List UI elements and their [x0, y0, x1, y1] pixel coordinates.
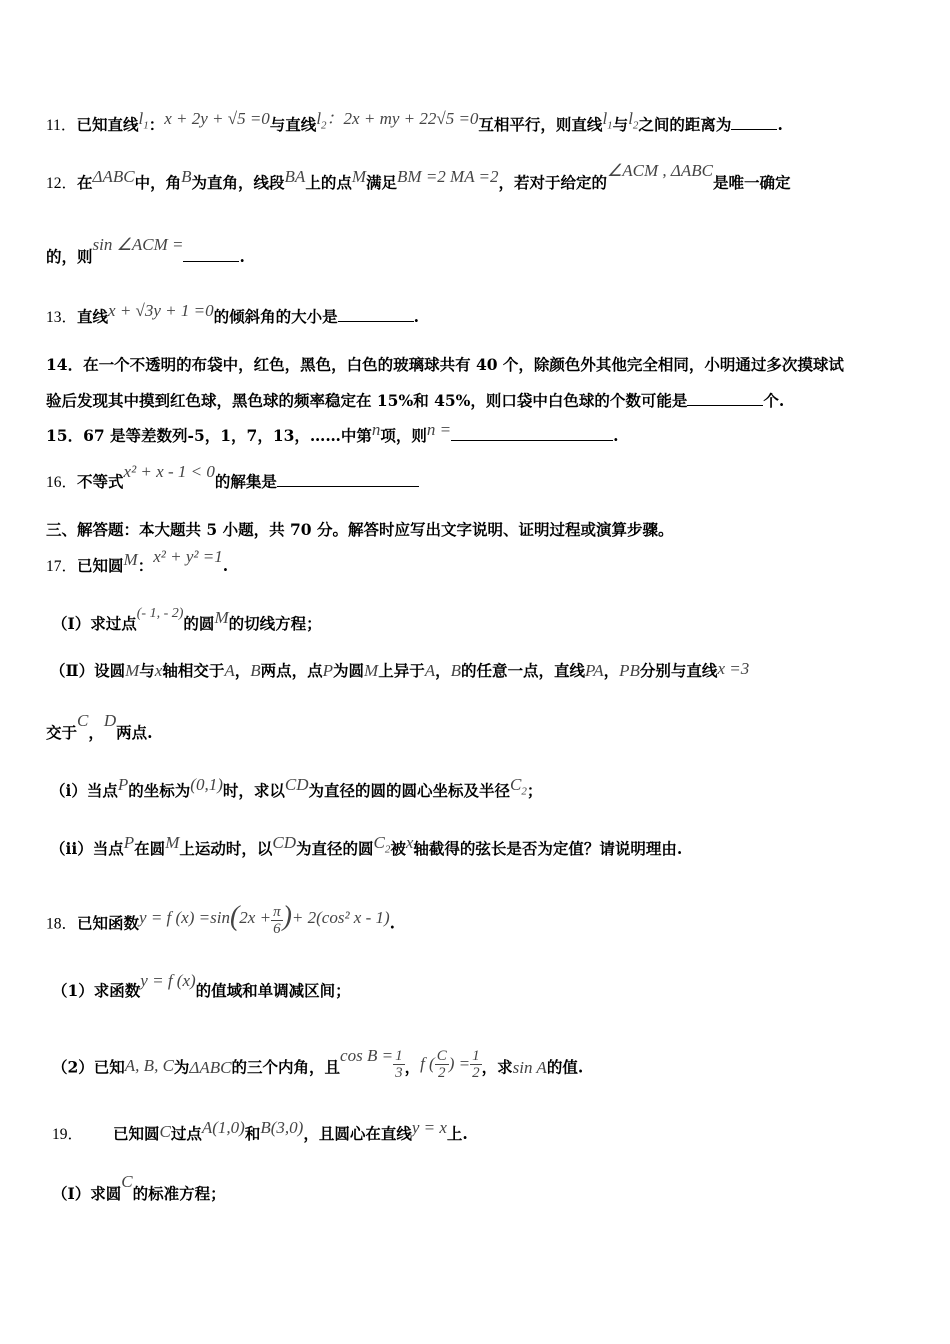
q16-number: 16．: [46, 474, 78, 491]
q18-frac-3-den: 2: [472, 1065, 480, 1081]
q18-end: .: [389, 913, 396, 933]
q11-l1-sub: 1: [143, 119, 149, 132]
q17-pii-text-3: 为直径的圆: [296, 839, 374, 858]
q12-triangle: ΔABC: [92, 167, 135, 186]
q13-answer-blank[interactable]: [338, 307, 414, 322]
q12-text-3: 为直角，线段: [191, 173, 285, 192]
q14-text: 验后发现其中摸到红色球，黑色球的频率稳定在 15%和 45%，则口袋中白色球的个数可能是: [46, 391, 688, 410]
q18-frac-2-num: C: [436, 1048, 447, 1064]
q17-pi-text-1: 的坐标为: [128, 781, 191, 800]
q11-colon: ：: [148, 115, 165, 134]
q11-text-4: 与: [612, 115, 629, 134]
q11-l2-sub: 2: [321, 119, 327, 132]
question-19: [52, 1118, 468, 1146]
q18-part-1: [52, 971, 351, 1002]
q12-text-5: 满足: [366, 173, 398, 192]
q18-one-half: [470, 1048, 482, 1081]
q17-pii-p: P: [123, 833, 135, 852]
q12-text-6: ，若对于给定的: [498, 173, 608, 192]
q12-point-m: M: [351, 167, 367, 186]
q17-pi-cd: CD: [284, 775, 309, 794]
q17-p2-p: P: [322, 661, 334, 680]
q17-p2-text-7: 分别与直线: [639, 661, 718, 680]
q16-answer-blank[interactable]: [277, 472, 419, 487]
q11-text-2: 与直线: [269, 115, 317, 134]
q11-l1-symbol: [138, 108, 148, 136]
q17-pii-c2-sub: 2: [384, 843, 391, 856]
q18-func: y = f (x) =sin: [139, 907, 230, 927]
q18-pi: π: [273, 904, 281, 920]
q11-eq1: x + 2y + √5 =0: [164, 109, 270, 128]
question-13: [46, 301, 420, 329]
q19-text-4: ，且圆心在直线: [303, 1124, 412, 1143]
q11-eq2: ：2x + my + 22√5 =0: [326, 109, 479, 128]
q17-pii-text-2: 上运动时，以: [179, 839, 273, 858]
q17-pii-cd: CD: [272, 833, 296, 852]
q17-pii-x: x: [405, 833, 414, 852]
q17-p2-comma-1: ，: [234, 661, 251, 680]
q12-segment-ba: BA: [284, 167, 306, 186]
q17-pi-text-3: 为直径的圆的圆心坐标及半径: [308, 781, 511, 800]
q17-part-1: [52, 606, 322, 637]
q17-part-i: [50, 775, 543, 808]
q17-p2-label: （Ⅱ）设圆: [50, 661, 126, 680]
q18-p1-func: y = f (x): [140, 971, 196, 990]
q19-point-b: B(3,0): [260, 1118, 304, 1137]
q11-text-1: 已知直线: [76, 115, 139, 134]
q18-paren-inner: 2x +: [239, 907, 272, 927]
q17-p2-c: C: [77, 711, 89, 730]
q17-number: 17．: [46, 558, 78, 575]
q11-l2-letter-b: l: [628, 109, 633, 128]
q19-point-a: A(1,0): [201, 1118, 245, 1137]
q19-p1-text: 的标准方程；: [132, 1184, 226, 1203]
q18-fc: f (: [420, 1053, 435, 1073]
q17-p2-a-2: A: [424, 661, 436, 680]
q17-pi-label: （ⅰ）当点: [50, 781, 118, 800]
question-12-cont: [46, 235, 245, 268]
q18-p2-text-4: 的值.: [546, 1057, 584, 1077]
q18-p1-text: 的值域和单调减区间；: [195, 981, 351, 1000]
q17-p2-text-6: 的任意一点，直线: [461, 661, 586, 680]
q15-text-1: 15．67 是等差数列-5，1，7，13，……中第: [46, 426, 372, 445]
q11-text-3: 互相平行，则直线: [478, 115, 603, 134]
q11-l1-letter: l: [138, 109, 144, 128]
q18-p2-text-3: ，求: [481, 1057, 513, 1077]
q18-pi-over-6: [271, 904, 283, 937]
q16-inequality: x² + x - 1 < 0: [123, 462, 215, 481]
q17-p1-m: M: [214, 608, 229, 627]
question-15: [46, 420, 619, 447]
q17-p2-comma-4: ，: [88, 723, 104, 742]
q18-c-over-2: [435, 1048, 449, 1081]
q17-p2-b: B: [250, 661, 261, 680]
q11-l2-sub-b: 2: [632, 119, 639, 132]
q12-condition: BM =2 MA =2: [397, 167, 499, 186]
q17-p2-x: x: [154, 661, 163, 680]
q19-text-5: 上.: [446, 1124, 468, 1143]
q19-c: C: [159, 1122, 171, 1141]
q17-p1-text-2: 的圆: [183, 614, 215, 633]
q17-part-ii: [50, 833, 683, 866]
q19-part-1: [52, 1172, 226, 1205]
q18-paren-right: ): [282, 900, 292, 932]
q11-l2-symbol-b: [628, 108, 638, 136]
q17-p2-m-2: M: [364, 661, 379, 680]
q17-p2-text-2: 轴相交于: [162, 661, 225, 680]
q15-end: .: [613, 426, 619, 445]
q17-pii-m: M: [165, 833, 180, 852]
q17-pi-c2-sub: 2: [521, 785, 527, 798]
q17-pii-c2-letter: C: [373, 833, 385, 852]
q17-pi-p: P: [117, 775, 129, 794]
q18-frac-1-den: 3: [395, 1065, 403, 1081]
q11-end: .: [777, 115, 783, 134]
question-12: [46, 161, 791, 195]
question-11: [46, 109, 783, 142]
question-14-line-2: [46, 390, 784, 412]
q17-colon: ：: [137, 556, 154, 575]
q18-one-third: [393, 1048, 405, 1081]
q12-sin-acm: sin ∠ACM =: [92, 235, 184, 254]
q12-text-8: 的，则: [46, 247, 93, 266]
q18-part-2: [52, 1045, 584, 1085]
q15-text-2: 项，则: [380, 426, 427, 445]
q17-pii-text-5: 轴截得的弦长是否为定值？请说明理由.: [413, 839, 683, 858]
q19-line: y = x: [411, 1118, 447, 1137]
q17-equation: x² + y² =1: [153, 547, 223, 566]
q18-fc-close: ) =: [448, 1053, 471, 1073]
q13-equation: x + √3y + 1 =0: [108, 301, 214, 320]
q17-p2-m: M: [125, 661, 140, 680]
q11-l1-sub-b: 1: [607, 119, 613, 132]
q17-p2-text-4: 为圆: [333, 661, 365, 680]
q17-p2-text-1: 与: [139, 661, 155, 680]
q17-pii-c2: [374, 832, 391, 860]
q17-pi-point: (0,1): [190, 775, 223, 794]
q18-p2-text-1: 为: [173, 1057, 190, 1077]
q17-text-1: 已知圆: [77, 556, 124, 575]
q17-p2-comma-2: ，: [435, 661, 451, 680]
q18-sina: sin A: [512, 1057, 547, 1077]
q11-text-5: 之间的距离为: [638, 115, 732, 134]
q19-number: 19．: [52, 1126, 84, 1143]
q17-pii-text-4: 被: [390, 839, 406, 858]
q11-l1-symbol-b: [602, 108, 612, 136]
q17-p2-comma-3: ，: [603, 661, 620, 680]
q17-p2-a: A: [224, 661, 235, 680]
q18-p2-text-2: 的三个内角，且: [231, 1057, 341, 1077]
q18-cosb: cos B =: [340, 1045, 394, 1065]
q17-p1-point: (- 1, - 2): [136, 606, 184, 621]
q13-text-2: 的倾斜角的大小是: [213, 307, 338, 326]
q12-text-4: 上的点: [305, 173, 352, 192]
q19-text-2: 过点: [170, 1124, 202, 1143]
q17-pii-label: （ⅱ）当点: [50, 839, 124, 858]
q17-p2-b-2: B: [450, 661, 462, 680]
q19-p1-c: C: [121, 1172, 133, 1191]
question-18: [46, 900, 396, 941]
q13-end: .: [413, 307, 420, 326]
q14-answer-blank[interactable]: [687, 391, 763, 406]
q13-number: 13．: [46, 309, 78, 326]
q19-text-3: 和: [244, 1124, 261, 1143]
q18-frac-3-num: 1: [472, 1048, 480, 1064]
q16-text-1: 不等式: [77, 472, 124, 491]
q18-frac-1-num: 1: [395, 1048, 403, 1064]
q12-text-2: 中，角: [134, 173, 182, 192]
q11-answer-blank[interactable]: [731, 115, 777, 130]
q11-l2-symbol: [316, 108, 326, 136]
q18-frac-2-den: 2: [437, 1065, 446, 1081]
q19-p1-label: （Ⅰ）求圆: [52, 1184, 122, 1203]
q18-p2-comma: ，: [404, 1057, 421, 1077]
q17-p2-d: D: [103, 711, 117, 730]
q17-pi-c2-letter: C: [510, 775, 522, 794]
q17-pii-text-1: 在圆: [134, 839, 166, 858]
q17-p2-pa: PA: [585, 661, 604, 680]
q19-text-1: 已知圆: [113, 1124, 160, 1143]
q18-number: 18．: [46, 915, 78, 933]
q17-p2-text-3: 两点，点: [260, 661, 323, 680]
q12-text-1: 在: [77, 173, 93, 192]
q17-part-2: [50, 660, 749, 682]
q17-p1-label: （Ⅰ）求过点: [52, 614, 137, 633]
q12-given: ∠ACM , ΔABC: [607, 161, 713, 180]
q12-angle-b: B: [181, 167, 192, 186]
q15-answer-blank[interactable]: [451, 426, 613, 441]
question-17: [46, 547, 229, 578]
q18-p2-abc: A, B, C: [124, 1055, 174, 1075]
q11-l2-letter: l: [316, 109, 322, 128]
q17-p2-text-5: 上异于: [378, 661, 425, 680]
q18-six: 6: [273, 921, 281, 937]
q17-p2-text-9: 两点.: [116, 723, 153, 742]
q17-pi-text-2: 时，求以: [222, 781, 285, 800]
q17-p1-text-3: 的切线方程；: [228, 614, 322, 633]
q17-end: .: [222, 556, 229, 575]
q15-n-eq: n =: [426, 420, 452, 439]
q15-n: n: [371, 420, 381, 439]
question-14-line-1: 14．在一个不透明的布袋中，红色，黑色，白色的玻璃球共有 40 个，除颜色外其他完全相同，小明通过多次摸球试: [46, 355, 844, 374]
q12-text-7: 是唯一确定: [713, 173, 791, 192]
q18-p1-label: （1）求函数: [52, 981, 141, 1000]
q11-l1-letter-b: l: [602, 109, 608, 128]
q17-p2-x3: x =3: [717, 659, 750, 678]
q18-rest: + 2(cos² x - 1): [291, 907, 390, 927]
q17-p2-text-8: 交于: [46, 723, 78, 742]
q14-end: 个.: [763, 391, 785, 410]
q18-p2-triangle: ΔABC: [189, 1057, 232, 1077]
question-16: [46, 462, 419, 494]
q17-pi-end: ；: [526, 781, 543, 800]
q12-answer-blank[interactable]: [183, 247, 239, 262]
q11-number: 11．: [46, 117, 77, 134]
section-3-heading: 三、解答题：本大题共 5 小题，共 70 分。解答时应写出文字说明、证明过程或演算步骤。: [46, 520, 674, 539]
q18-paren-left: (: [229, 900, 240, 932]
q17-part-2-cont: [46, 711, 153, 744]
q16-text-2: 的解集是: [214, 472, 277, 491]
q18-p2-label: （2）已知: [52, 1057, 125, 1077]
q12-end: .: [239, 247, 245, 266]
q18-text-1: 已知函数: [77, 913, 140, 933]
q17-p2-pb: PB: [619, 661, 640, 680]
q12-number: 12．: [46, 175, 78, 192]
q17-pi-c2: [510, 774, 527, 802]
q17-circle-m: M: [123, 550, 138, 569]
q13-text-1: 直线: [77, 307, 109, 326]
